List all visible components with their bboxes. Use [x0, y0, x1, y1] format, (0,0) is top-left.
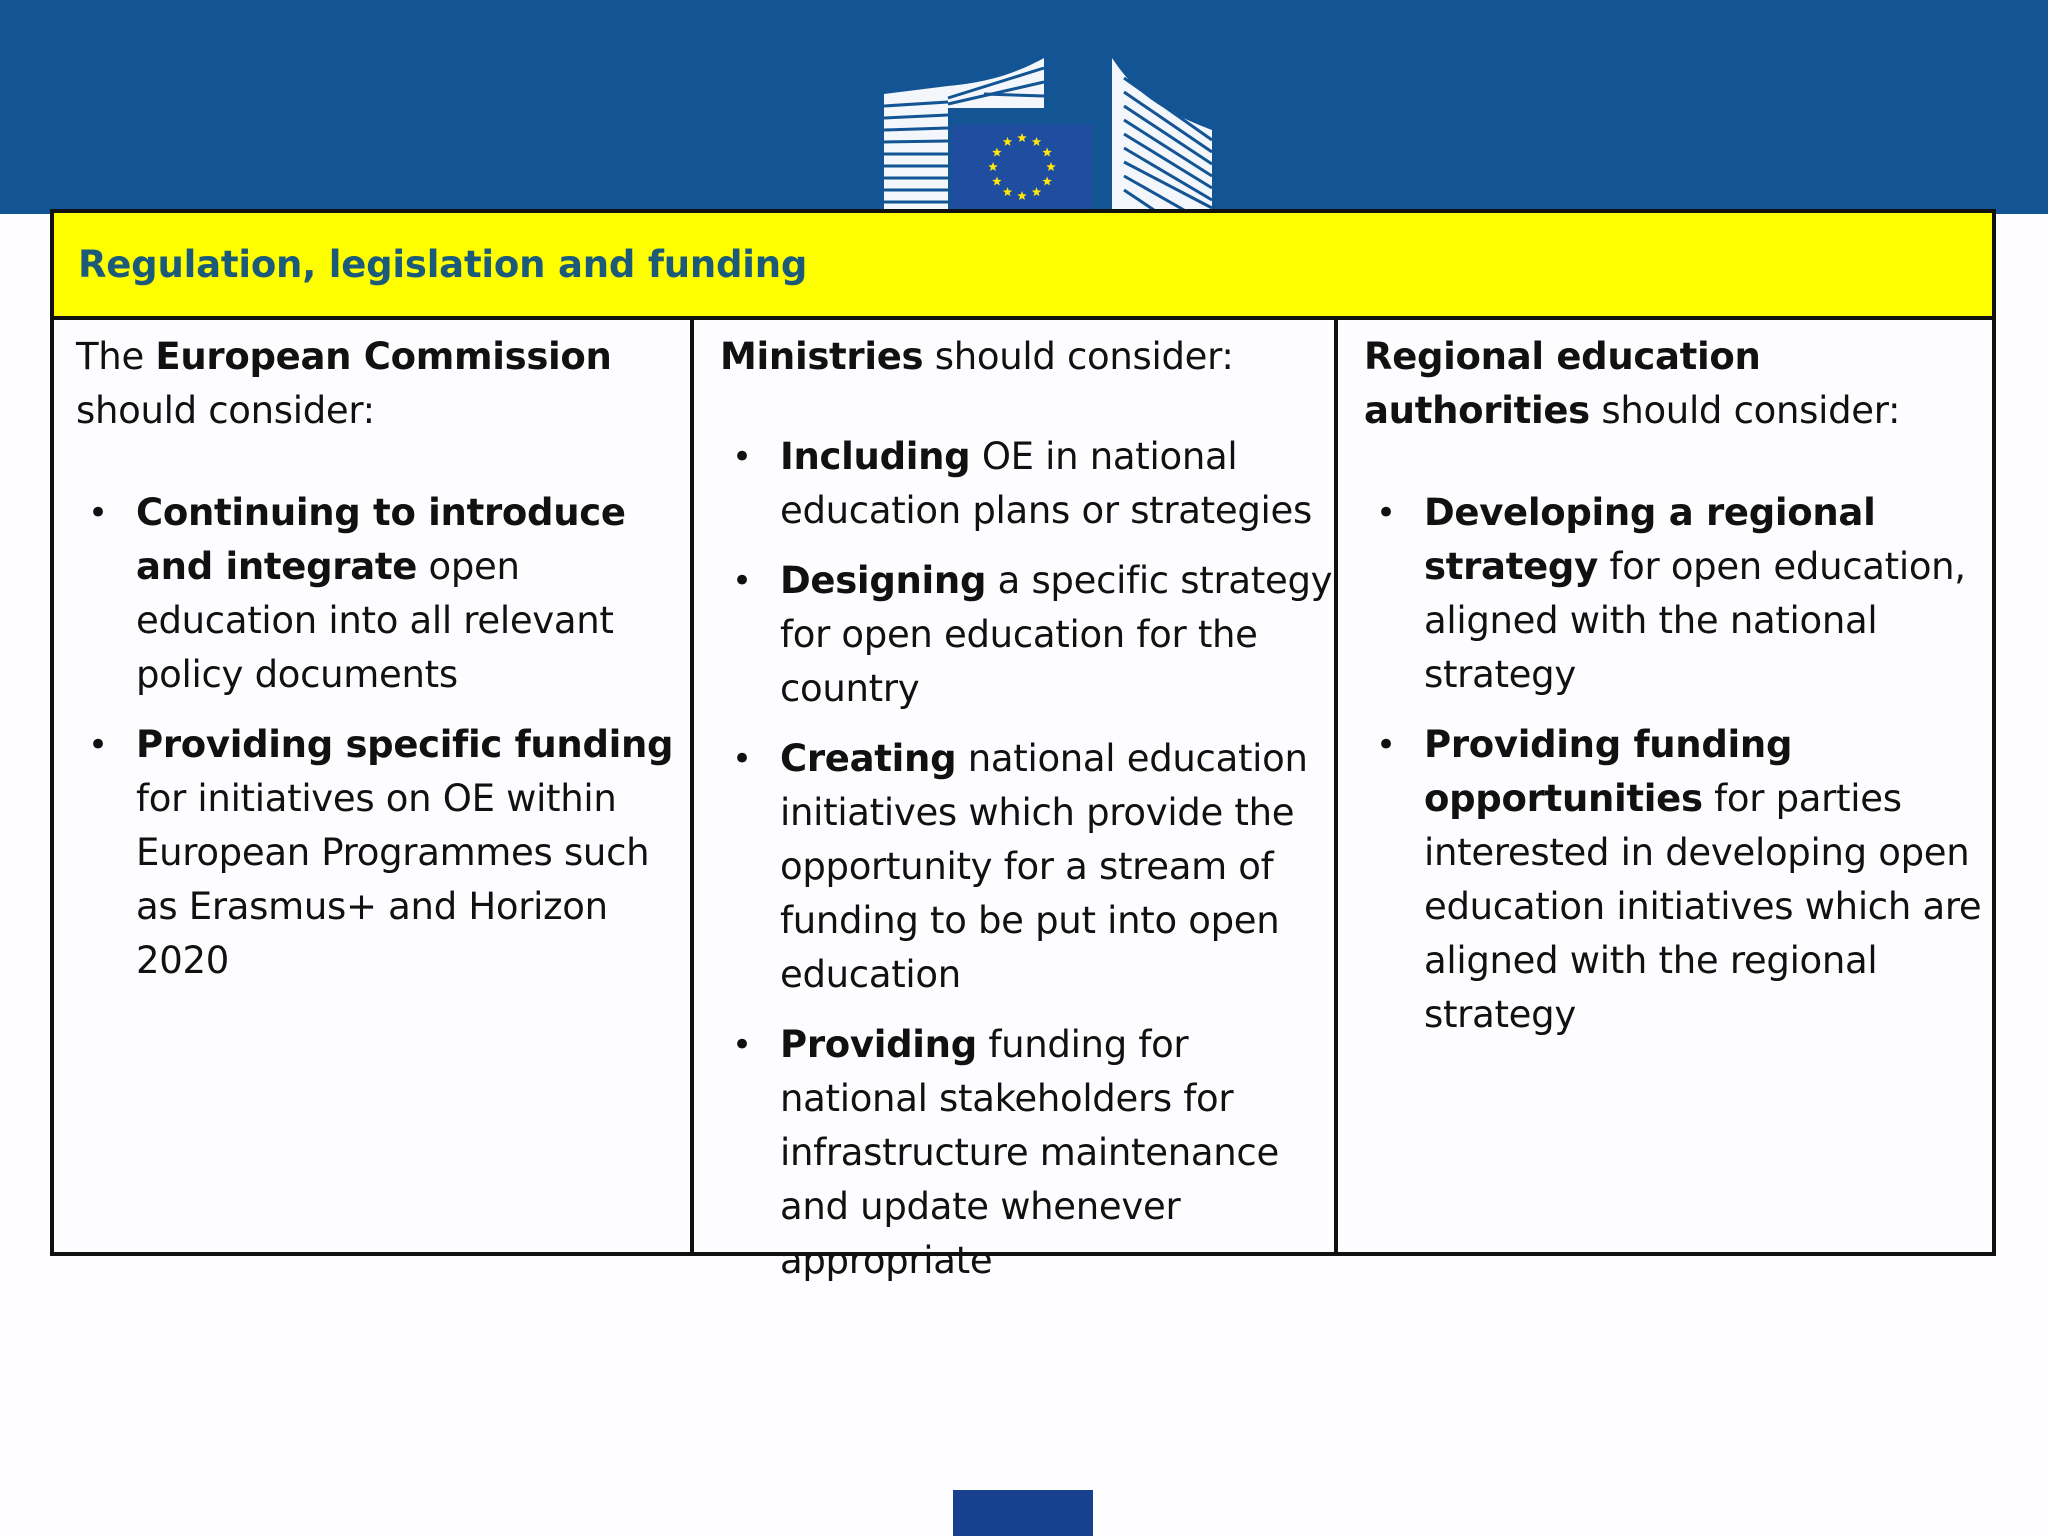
column-heading: Regional education authorities should consider:	[1364, 335, 1901, 432]
list-item: • Including OE in national education plans or strategies	[720, 430, 1334, 538]
column-european-commission	[54, 320, 694, 1252]
column-heading: The European Commission should consider:	[76, 335, 612, 432]
column-regional-authorities	[1338, 320, 1992, 1252]
column-heading: Ministries should consider:	[720, 335, 1234, 378]
recommendation-list	[1364, 486, 1992, 1042]
policy-table	[50, 209, 1996, 1282]
list-item: • Developing a regional strategy for open education, aligned with the national strategy	[1364, 486, 1992, 702]
list-item: • Providing funding for national stakeholders for infrastructure maintenance and update whenever appropriate	[720, 1018, 1334, 1288]
list-item: • Providing specific funding for initiatives on OE within European Programmes such as Erasmus+ and Horizon 2020	[76, 718, 690, 988]
list-item: • Designing a specific strategy for open education for the country	[720, 554, 1334, 716]
recommendation-list	[76, 486, 690, 988]
recommendation-list	[720, 430, 1334, 1288]
european-commission-logo	[884, 58, 1212, 210]
list-item: • Providing funding opportunities for parties interested in developing open education initiatives which are aligned with the regional strategy	[1364, 718, 1992, 1042]
list-item: • Continuing to introduce and integrate open education into all relevant policy documents	[76, 486, 690, 702]
footer-tab	[953, 1490, 1093, 1536]
table-title: Regulation, legislation and funding	[78, 243, 808, 286]
column-ministries	[694, 320, 1338, 1282]
list-item: • Creating national education initiatives which provide the opportunity for a stream of funding to be put into open education	[720, 732, 1334, 1002]
table-banner	[54, 213, 1992, 320]
